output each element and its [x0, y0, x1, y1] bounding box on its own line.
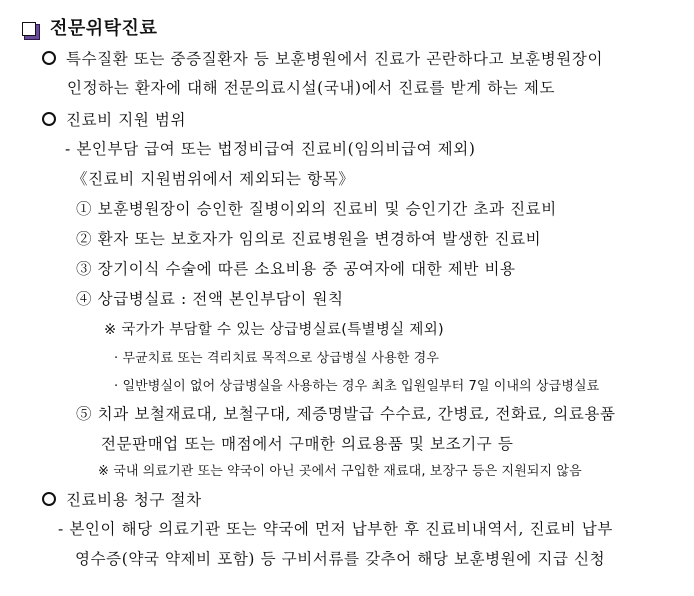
exclusion-marker: ② [76, 230, 93, 248]
checkbox-box [22, 22, 36, 36]
section-2-title-line [42, 112, 186, 129]
claim-procedure-line-1: - 본인이 해당 의료기관 또는 약국에 먼저 납부한 후 진료비내역서, 진료비 납부 [58, 520, 613, 538]
circle-bullet-icon [42, 492, 56, 506]
support-scope-item: - 본인부담 급여 또는 법정비급여 진료비(임의비급여 제외) [65, 140, 476, 158]
upgraded-room-case-1: · 무균치료 또는 격리치료 목적으로 상급병실 사용한 경우 [114, 351, 439, 366]
exclusion-item-5 [76, 407, 616, 423]
upgraded-room-note: ※ 국가가 부담할 수 있는 상급병실료(특별병실 제외) [104, 322, 444, 338]
domestic-purchase-note: ※ 국내 의료기관 또는 약국이 아닌 곳에서 구입한 재료대, 보장구 등은 지원되지 않음 [98, 464, 582, 479]
exclusion-text: 보훈병원장이 승인한 질병이외의 진료비 및 승인기간 초과 진료비 [97, 200, 557, 218]
exclusions-header: 《진료비 지원범위에서 제외되는 항목》 [72, 170, 355, 188]
exclusion-text: 장기이식 수술에 따른 소요비용 중 공여자에 대한 제반 비용 [97, 260, 516, 278]
circle-bullet-icon [42, 112, 56, 126]
section-title: 전문위탁진료 [50, 18, 158, 39]
exclusion-item-4 [76, 292, 344, 308]
exclusion-marker: ⑤ [76, 405, 93, 423]
checkbox-shadow-icon [22, 22, 36, 36]
section-2-title: 진료비 지원 범위 [66, 111, 187, 129]
exclusion-marker: ④ [76, 290, 93, 308]
section-1-line-2: 인정하는 환자에 대해 전문의료시설(국내)에서 진료를 받게 하는 제도 [67, 79, 556, 97]
exclusion-text: 환자 또는 보호자가 임의로 진료병원을 변경하여 발생한 진료비 [97, 230, 542, 248]
section-1-text-1: 특수질환 또는 중증질환자 등 보훈병원에서 진료가 곤란하다고 보훈병원장이 [66, 50, 604, 68]
section-1-line-1 [42, 51, 603, 68]
section-3-title: 진료비용 청구 절차 [66, 491, 202, 509]
exclusion-marker: ① [76, 200, 93, 218]
exclusion-item-2 [76, 232, 541, 248]
exclusion-item-5-cont: 전문판매업 또는 매점에서 구매한 의료용품 및 보조기구 등 [101, 435, 514, 453]
claim-procedure-line-2: 영수증(약국 약제비 포함) 등 구비서류를 갖추어 해당 보훈병원에 지급 신청 [75, 550, 606, 568]
exclusion-item-1 [76, 202, 557, 218]
upgraded-room-case-2: · 일반병실이 없어 상급병실을 사용하는 경우 최초 입원일부터 7일 이내의 상급병실료 [114, 379, 600, 394]
circle-bullet-icon [42, 51, 56, 65]
exclusion-item-3 [76, 262, 516, 278]
exclusion-text: 상급병실료 : 전액 본인부담이 원칙 [97, 290, 344, 308]
exclusion-marker: ③ [76, 260, 93, 278]
exclusion-text: 치과 보철재료대, 보철구대, 제증명발급 수수료, 간병료, 전화료, 의료용품 [97, 405, 616, 423]
section-3-title-line [42, 492, 202, 509]
